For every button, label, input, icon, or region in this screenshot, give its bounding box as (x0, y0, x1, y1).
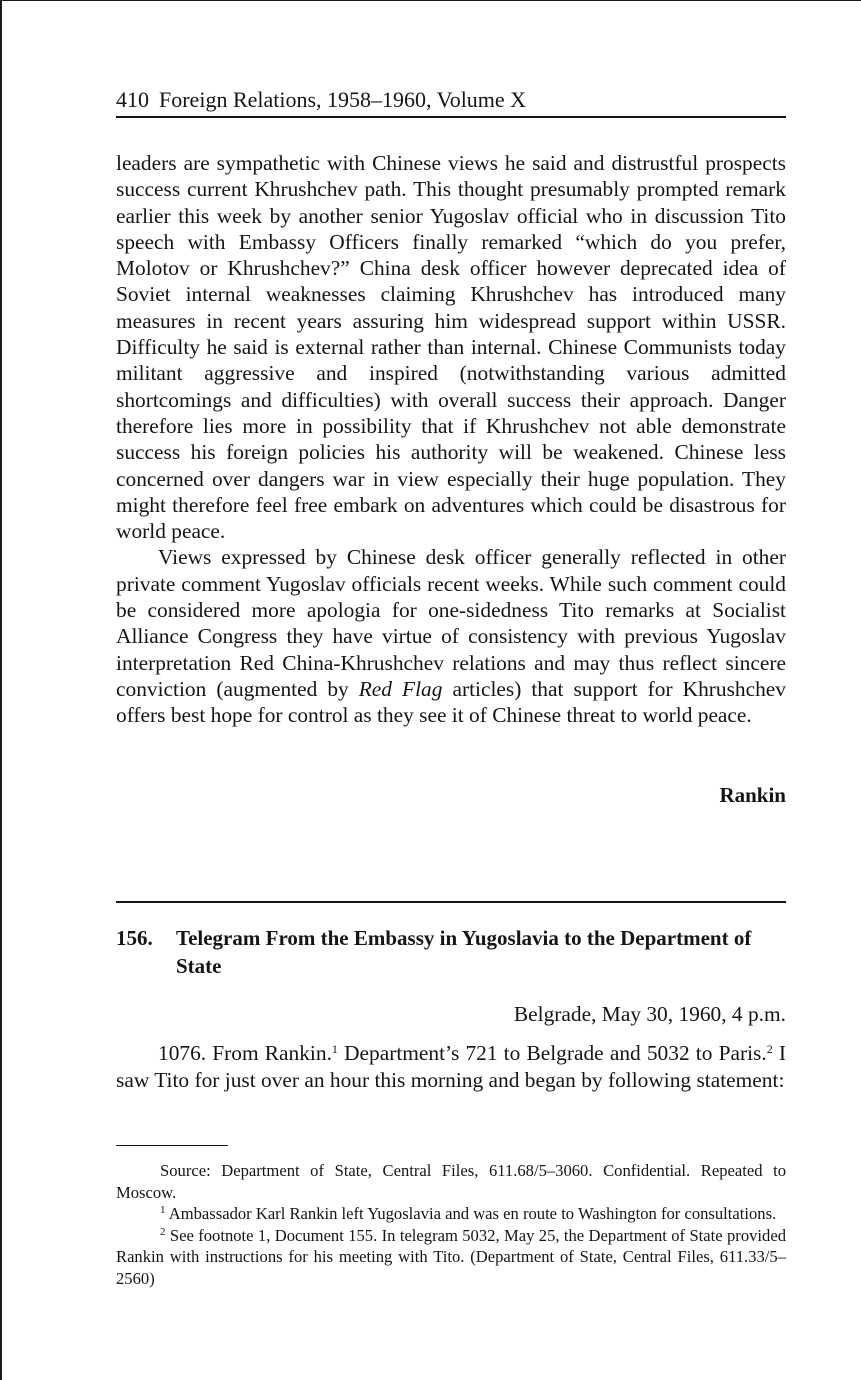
telegram-text-part-1: 1076. From Rankin. (158, 1041, 332, 1065)
telegram-paragraph (116, 1040, 786, 1093)
telegram-text-part-3: I saw Tito for just over an hour this morning and began by following statement: (116, 1041, 786, 1092)
body-paragraph-2 (116, 544, 786, 728)
footnote-2-text: See footnote 1, Document 155. In telegram 5032, May 25, the Department of State provided Rankin with instructions for his meeting with Tito. (Department of State, Central Files, 611.33/5–2560) (116, 1225, 786, 1288)
document-heading (116, 924, 786, 980)
footnote-1-text: Ambassador Karl Rankin left Yugoslavia and was en route to Washington for consultations. (165, 1204, 777, 1223)
footnote-ref-2: 2 (766, 1042, 773, 1056)
footnote-1-marker: 1 (160, 1204, 166, 1216)
dateline: Belgrade, May 30, 1960, 4 p.m. (513, 1002, 786, 1026)
footnote-1 (116, 1203, 786, 1225)
footnote-2 (116, 1225, 786, 1290)
signature: Rankin (719, 783, 786, 807)
continued-telegram-text (116, 150, 786, 729)
telegram-text (116, 1040, 786, 1093)
document-title: Telegram From the Embassy in Yugoslavia to the Department of State (176, 926, 752, 978)
document-number: 156. (116, 926, 153, 950)
footnotes (116, 1160, 786, 1289)
page-number: 410 (116, 87, 149, 112)
source-note: Source: Department of State, Central Files, 611.68/5–3060. Confidential. Repeated to Moscow. (116, 1161, 786, 1202)
body-paragraph-1: leaders are sympathetic with Chinese views he said and distrustful prospects success current Khrushchev path. This thought presumably prompted remark earlier this week by another senior Yugoslav official who in discussion Tito speech with Embassy Officers finally remarked “which do you prefer, Molotov or Khrushchev?” China desk officer however deprecated idea of Soviet internal weaknesses claiming Khrushchev has introduced many measures in recent years assuring him widespread support within USSR. Difficulty he said is external rather than internal. Chinese Communists today militant aggressive and inspired (notwithstanding various admitted shortcomings and difficulties) with overall success their approach. Danger therefore lies more in possibility that if Khrushchev not able demonstrate success his foreign policies his authority will be weakened. Chinese less concerned over dangers war in view especially their huge population. They might therefore feel free embark on adventures which could be disastrous for world peace. (116, 151, 786, 544)
red-flag-italic: Red Flag (358, 676, 443, 701)
footnote-2-marker: 2 (160, 1225, 166, 1238)
running-title: Foreign Relations, 1958–1960, Volume X (159, 87, 527, 112)
running-header (116, 86, 786, 114)
body-paragraph-2-start: Views expressed by Chinese desk officer generally reflected in other private comment Yugoslav officials recent weeks. While such comment could be considered more apologia for one-sidedness Tito remarks at Socialist Alliance Congress they have virtue of consistency with previous Yugoslav interpretation Red China-Khrushchev relations and may thus reflect sincere conviction (augmented by (116, 545, 786, 701)
footnote-ref-1: 1 (331, 1042, 338, 1056)
footnote-rule (116, 1145, 228, 1146)
page-frame-left-border (0, 0, 2, 1380)
header-rule (116, 116, 786, 118)
page-frame-top-border (0, 0, 861, 1)
body-paragraph-2-end: articles) that support for Khrushchev offers best hope for control as they see it of Chinese threat to world peace. (116, 676, 786, 728)
section-divider (116, 901, 786, 903)
telegram-text-part-2: Department’s 721 to Belgrade and 5032 to Paris. (337, 1041, 767, 1065)
